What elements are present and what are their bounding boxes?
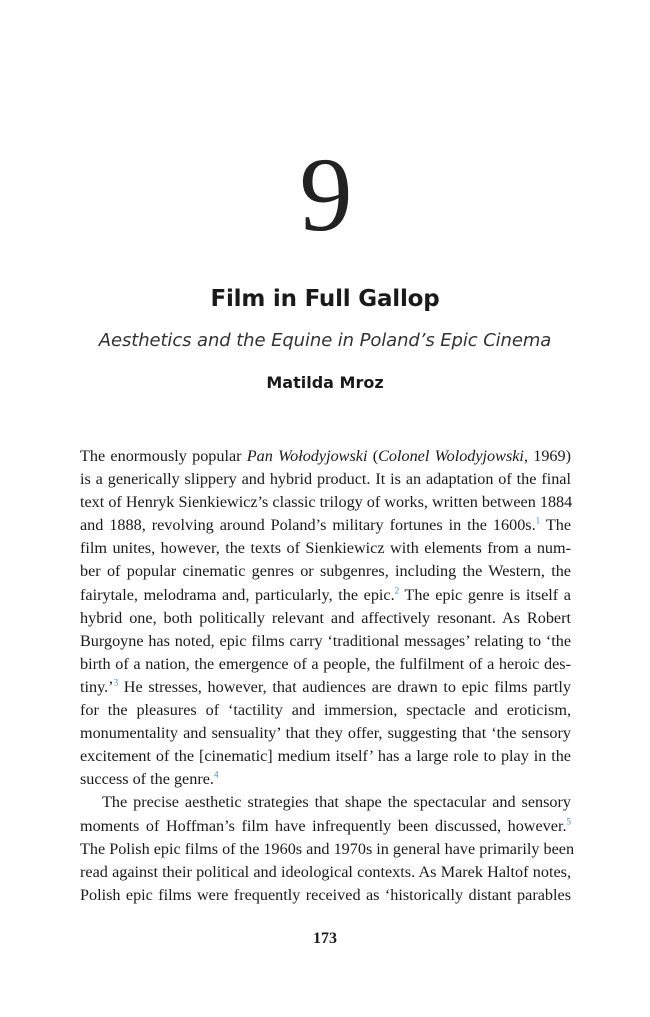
text-span: , 1969): [523, 447, 571, 465]
chapter-title: Film in Full Gallop: [210, 286, 440, 312]
text-span: success of the genre.: [80, 770, 214, 789]
text-line: [80, 445, 571, 468]
page-number: 173: [313, 930, 337, 947]
text-line: [80, 514, 571, 537]
chapter-subtitle: Aesthetics and the Equine in Poland’s Epic Cinema: [98, 330, 552, 351]
film-title-english: Colonel Wolodyjowski: [378, 447, 524, 465]
text-span: He stresses, however, that audiences are drawn to epic films partly: [118, 677, 571, 696]
footnote-marker[interactable]: 5: [566, 816, 571, 827]
body-text: [80, 445, 575, 907]
text-span: fairytale, melodrama and, particularly, the epic.: [80, 585, 395, 604]
footnote-marker[interactable]: 2: [394, 585, 400, 596]
footnote-marker[interactable]: 4: [213, 769, 219, 780]
text-span: The: [540, 516, 571, 535]
text-span: moments of Hoffman’s film have infrequently been discussed, however.: [80, 816, 567, 835]
text-line: text of Henryk Sienkiewicz’s classic trilogy of works, written between 1884: [80, 493, 573, 512]
footnote-marker[interactable]: 3: [113, 677, 119, 688]
text-line: The Polish epic films of the 1960s and 1970s in general have primarily been: [80, 839, 575, 858]
text-line: hybrid one, both politically relevant and affectively resonant. As Robert: [80, 608, 571, 627]
paragraph-2: [80, 791, 575, 906]
chapter-number: 9: [299, 136, 351, 253]
chapter-author: Matilda Mroz: [266, 373, 384, 392]
text-span: The epic genre is itself a: [399, 585, 571, 604]
text-span: and 1888, revolving around Poland’s military fortunes in the 1600s.: [80, 516, 536, 535]
film-title: Pan Wołodyjowski: [246, 447, 368, 465]
text-line: ber of popular cinematic genres or subgenres, including the Western, the: [80, 562, 571, 581]
text-line: Polish epic films were frequently received as ‘historically distant parables: [80, 885, 571, 904]
text-line: is a generically slippery and hybrid product. It is an adaptation of the final: [80, 470, 571, 489]
text-line: for the pleasures of ‘tactility and immersion, spectacle and eroticism,: [80, 701, 571, 720]
text-line: excitement of the [cinematic] medium itself’ has a large role to play in the: [80, 747, 571, 766]
text-line: monumentality and sensuality’ that they offer, suggesting that ‘the sensory: [80, 724, 571, 743]
text-span: tiny.’: [80, 677, 114, 696]
text-line: film unites, however, the texts of Sienkiewicz with elements from a num-: [80, 539, 571, 558]
text-span: The enormously popular: [80, 447, 247, 465]
text-line: birth of a nation, the emergence of a people, the fulfilment of a heroic des-: [80, 654, 571, 673]
text-line: [80, 676, 571, 699]
text-line: [80, 768, 571, 791]
footnote-marker[interactable]: 1: [535, 515, 541, 526]
text-line: [80, 584, 571, 607]
text-span: (: [367, 447, 379, 465]
text-line: [80, 815, 571, 838]
text-line: Burgoyne has noted, epic films carry ‘traditional messages’ relating to ‘the: [80, 631, 571, 650]
paragraph-1: [80, 445, 571, 791]
text-line: read against their political and ideological contexts. As Marek Haltof notes,: [80, 862, 571, 881]
text-line: The precise aesthetic strategies that shape the spectacular and sensory: [102, 793, 571, 812]
